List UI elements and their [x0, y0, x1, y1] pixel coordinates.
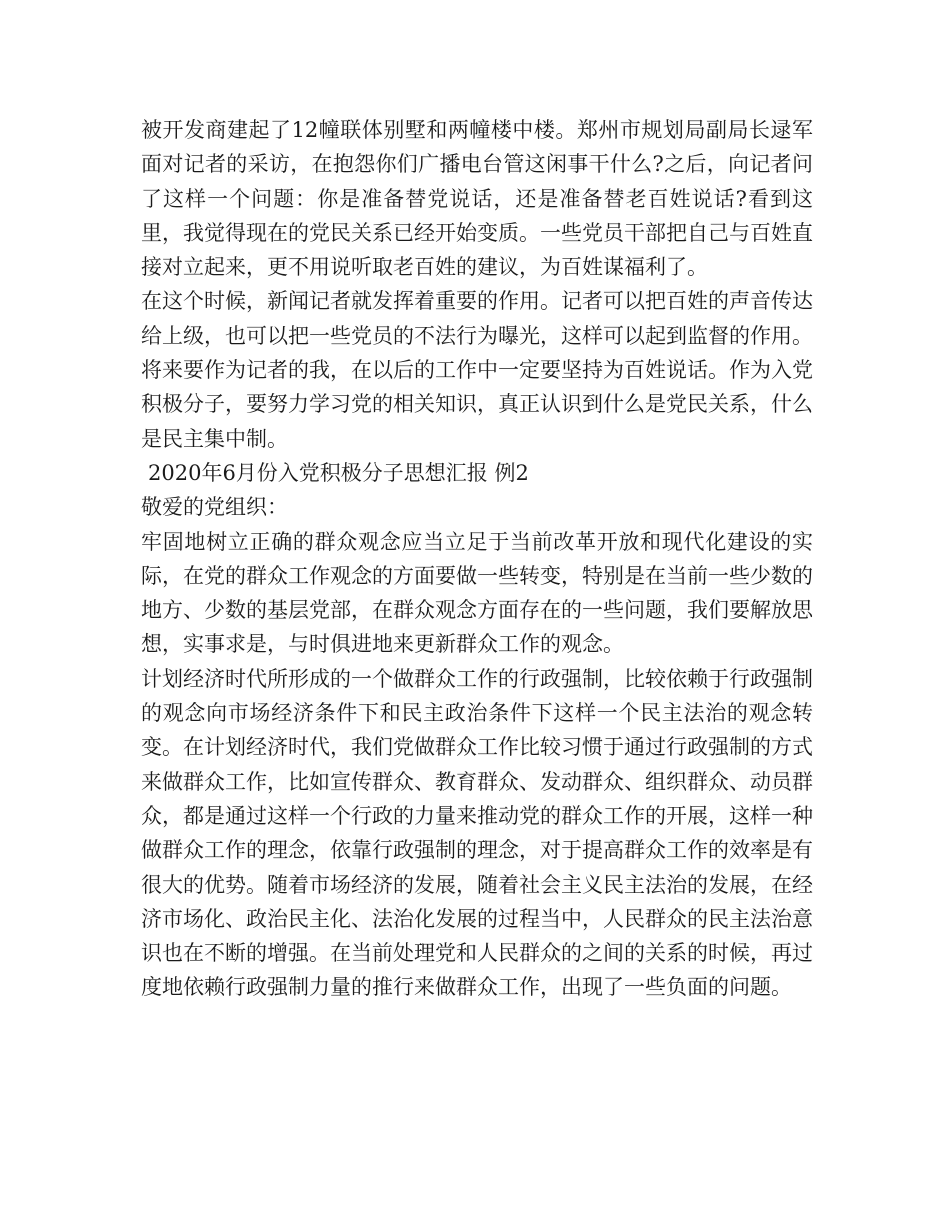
paragraph-planned-economy: 计划经济时代所形成的一个做群众工作的行政强制，比较依赖于行政强制的观念向市场经济条件下和民主政治条件下这样一个民主法治的观念转变。在计划经济时代，我们党做群众工作比较习惯于通过行政强制的方式来做群众工作，比如宣传群众、教育群众、发动群众、组织群众、动员群众，都是通过这样一个行政的力量来推动党的群众工作的开展，这样一种做群众工作的理念，依靠行政强制的理念，对于提高群众工作的效率是有很大的优势。随着市场经济的发展，随着社会主义民主法治的发展，在经济市场化、政治民主化、法治化发展的过程当中，人民群众的民主法治意识也在不断的增强。在当前处理党和人民群众的之间的关系的时候，再过度地依赖行政强制力量的推行来做群众工作，出现了一些负面的问题。: [141, 666, 813, 1000]
paragraph-journalist-role: 在这个时候，新闻记者就发挥着重要的作用。记者可以把百姓的声音传达给上级，也可以把一些党员的不法行为曝光，这样可以起到监督的作用。将来要作为记者的我，在以后的工作中一定要坚持为百姓说话。作为入党积极分子，要努力学习党的相关知识，真正认识到什么是党民关系，什么是民主集中制。: [141, 289, 813, 451]
document-body: [141, 113, 813, 1005]
paragraph-mass-concept: 牢固地树立正确的群众观念应当立足于当前改革开放和现代化建设的实际，在党的群众工作观念的方面要做一些转变，特别是在当前一些少数的地方、少数的基层党部，在群众观念方面存在的一些问题，我们要解放思想，实事求是，与时俱进地来更新群众工作的观念。: [141, 529, 813, 657]
salutation: 敬爱的党组织：: [141, 495, 288, 520]
paragraph-planning-bureau: 被开发商建起了12幢联体别墅和两幢楼中楼。郑州市规划局副局长逯军面对记者的采访，在抱怨你们广播电台管这闲事干什么?之后，向记者问了这样一个问题：你是准备替党说话，还是准备替老百姓说话?看到这里，我觉得现在的党民关系已经开始变质。一些党员干部把自己与百姓直接对立起来，更不用说听取老百姓的建议，为百姓谋福利了。: [141, 118, 813, 280]
section-title: 2020年6月份入党积极分子思想汇报 例2: [148, 460, 529, 485]
